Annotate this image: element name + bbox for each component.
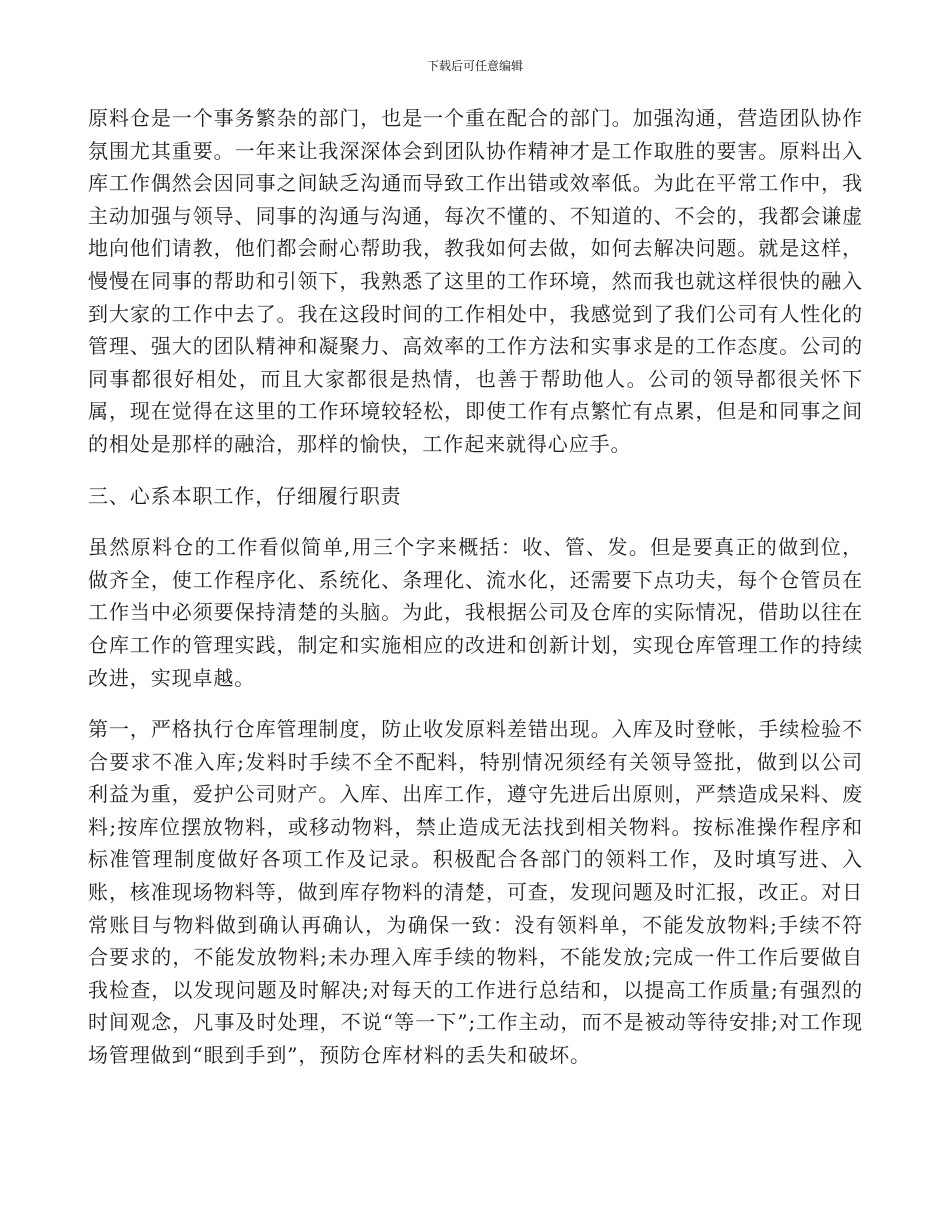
paragraph-duties: 虽然原料仓的工作看似简单,用三个字来概括：收、管、发。但是要真正的做到位，做齐全，使工作程序化、系统化、条理化、流水化，还需要下点功夫，每个仓管员在工作当中必须要保持清楚的头脑。为此，我根据公司及仓库的实际情况，借助以往在仓库工作的管理实践，制定和实施相应的改进和创新计划，实现仓库管理工作的持续改进，实现卓越。 (88, 535, 863, 690)
paragraph-teamwork: 原料仓是一个事务繁杂的部门，也是一个重在配合的部门。加强沟通，营造团队协作氛围尤其重要。一年来让我深深体会到团队协作精神才是工作取胜的要害。原料出入库工作偶然会因同事之间缺乏沟通而导致工作出错或效率低。为此在平常工作中，我主动加强与领导、同事的沟通与沟通，每次不懂的、不知道的、不会的，我都会谦虚地向他们请教，他们都会耐心帮助我，教我如何去做，如何去解决问题。就是这样，慢慢在同事的帮助和引领下，我熟悉了这里的工作环境，然而我也就这样很快的融入到大家的工作中去了。我在这段时间的工作相处中，我感觉到了我们公司有人性化的管理、强大的团队精神和凝聚力、高效率的工作方法和实事求是的工作态度。公司的同事都很好相处，而且大家都很是热情，也善于帮助他人。公司的领导都很关怀下属，现在觉得在这里的工作环境较轻松，即使工作有点繁忙有点累，但是和同事之间的相处是那样的融洽，那样的愉快，工作起来就得心应手。 (88, 106, 863, 456)
page-header: 下载后可任意编辑 (426, 59, 523, 73)
paragraph-first-point: 第一，严格执行仓库管理制度，防止收发原料差错出现。入库及时登帐，手续检验不合要求不准入库;发料时手续不全不配料，特别情况须经有关领导签批，做到以公司利益为重，爱护公司财产。入库、出库工作，遵守先进后出原则，严禁造成呆料、废料;按库位摆放物料，或移动物料，禁止造成无法找到相关物料。按标准操作程序和标准管理制度做好各项工作及记录。积极配合各部门的领料工作，及时填写进、入账，核准现场物料等，做到库存物料的清楚，可查，发现问题及时汇报，改正。对日常账目与物料做到确认再确认，为确保一致：没有领料单，不能发放物料;手续不符合要求的，不能发放物料;未办理入库手续的物料，不能发放;完成一件工作后要做自我检查，以发现问题及时解决;对每天的工作进行总结和，以提高工作质量;有强烈的时间观念，凡事及时处理，不说“等一下”;工作主动，而不是被动等待安排;对工作现场管理做到“眼到手到”，预防仓库材料的丢失和破坏。 (88, 717, 863, 1068)
section-heading: 三、心系本职工作，仔细履行职责 (88, 483, 402, 508)
document-body (88, 102, 863, 1091)
